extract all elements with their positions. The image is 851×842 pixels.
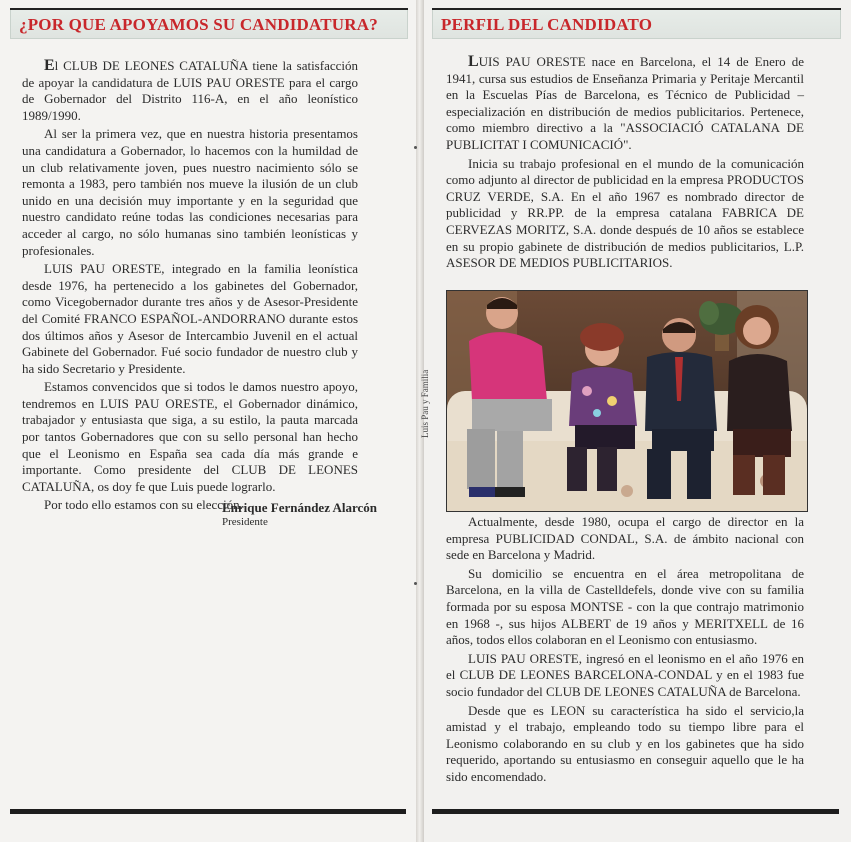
signature-block (222, 500, 377, 528)
right-paragraph-1 (446, 54, 804, 154)
right-page-title: PERFIL DEL CANDIDATO (441, 15, 653, 34)
right-paragraph-5: LUIS PAU ORESTE, ingresó en el leonismo en el año 1976 en el CLUB DE LEONES BARCELONA-CONDAL y en el 1983 fue socio fundador del CLUB DE LEONES CATALUÑA de Barcelona. (446, 650, 804, 699)
right-body-text-bottom (446, 514, 804, 788)
right-dropcap: L (468, 53, 479, 70)
left-body-text (22, 58, 358, 516)
right-paragraph-2: Inicia su trabajo profesional en el mundo de la comunicación como adjunto al director de publicidad en la empresa PRODUCTOS CRUZ VERDE, S.A. En el año 1967 es nombrado director de publicidad y RR.PP. de la empresa catalana FABRICA DE CERVEZAS MORITZ, S.A. donde después de 10 años se establece en su propio gabinete de distribución de medios publicitarios, L.P. ASESOR DE MEDIOS PUBLICITARIOS. (446, 155, 804, 271)
left-paragraph-1 (22, 58, 358, 124)
signature-name: Enrique Fernández Alarcón (222, 500, 378, 515)
family-photo (446, 290, 808, 512)
left-dropcap: E (44, 57, 55, 74)
fold-mark (414, 582, 417, 585)
left-paragraph-1-text: l CLUB DE LEONES CATALUÑA tiene la satisfacción de apoyar la candidatura de LUIS PAU ORESTE para el cargo de Gobernador del Distrito 116-A, en el año leonístico 1989/1990. (22, 58, 358, 123)
left-bottom-rule (10, 809, 406, 814)
right-paragraph-4: Su domicilio se encuentra en el área metropolitana de Barcelona, en la villa de Castelldefels, donde vive con su familia formada por su esposa MONTSE - con la que contrajo matrimonio en 1968 -, sus hijos ALBERT de 19 años y MERITXELL de 16 años, todos ellos colaboran en el Leonismo con entusiasmo. (446, 565, 804, 648)
left-paragraph-3: LUIS PAU ORESTE, integrado en la familia leonística desde 1976, ha pertenecido a los gabinetes del Gobernador, como Vicegobernador durante tres años y de Asesor-Presidente del Comité FRANCO ESPAÑOL-ANDORRANO durante estos dos últimos años y Asesor de Intercambio Juvenil en el actual Gabinete del Gobernador. Fué socio fundador de nuestro club y ha sido Secretario y Presidente. (22, 261, 358, 376)
right-heading-band (432, 10, 841, 39)
family-photo-illustration (447, 291, 807, 511)
right-paragraph-6: Desde que es LEON su característica ha sido el servicio,la amistad y el trabajo, empleando todo su tiempo libre para el Leonismo colaborando en su club y en los gabinetes que ha sido requerido, aportando su entusiasmo en conseguir aquello que le ha sido encomendado. (446, 702, 804, 784)
left-paragraph-2: Al ser la primera vez, que en nuestra historia presentamos una candidatura a Gobernador, lo hacemos con la humildad de un club relativamente joven, pues nuestro nacimiento sólo se remonta a 1983, pero también nos mueve la ilusión de un club unido en una decisión muy importante y en la seguridad que nuestro candidato reúne todas las condiciones necesarias para acceder al cargo, no sólo humanas sino también leonísticas y profesionales. (22, 126, 358, 258)
left-page-title: ¿POR QUE APOYAMOS SU CANDIDATURA? (19, 15, 378, 34)
signature-role: Presidente (222, 516, 268, 528)
right-bottom-rule (432, 809, 839, 814)
right-paragraph-3: Actualmente, desde 1980, ocupa el cargo de director en la empresa PUBLICIDAD CONDAL, S.A. de ámbito nacional con sede en Barcelona y Madrid. (446, 514, 804, 563)
right-paragraph-1-text: UIS PAU ORESTE nace en Barcelona, el 14 de Enero de 1941, cursa sus estudios de Enseñanza Primaria y Peritaje Mercantil en la Escuelas Pías de Barcelona, es Técnico de Publicidad – especialización en distribución de medios publicitarios. Pertenece, como miembro directivo a la "ASSOCIACIÓ CATALANA DE PUBLICITAT I COMUNICACIÓ". (446, 54, 804, 152)
left-paragraph-5: Por todo ello estamos con su elección. (44, 497, 243, 513)
left-paragraph-4: Estamos convencidos que si todos le damos nuestro apoyo, tendremos en LUIS PAU ORESTE, el Gobernador dinámico, trabajador y entusiasta que siga, a su estilo, la pauta marcada por tantos Gobernadores que con su sello personal han hecho que el Leonismo en España sea cada día más grande e importante. Como presidente del CLUB DE LEONES CATALUÑA, os doy fe que Luis puede lograrlo. (22, 379, 358, 494)
photo-caption: Luis Pau y Familia (420, 369, 430, 438)
right-body-text-top (446, 54, 804, 274)
left-heading-band (10, 10, 408, 39)
fold-mark (414, 146, 417, 149)
